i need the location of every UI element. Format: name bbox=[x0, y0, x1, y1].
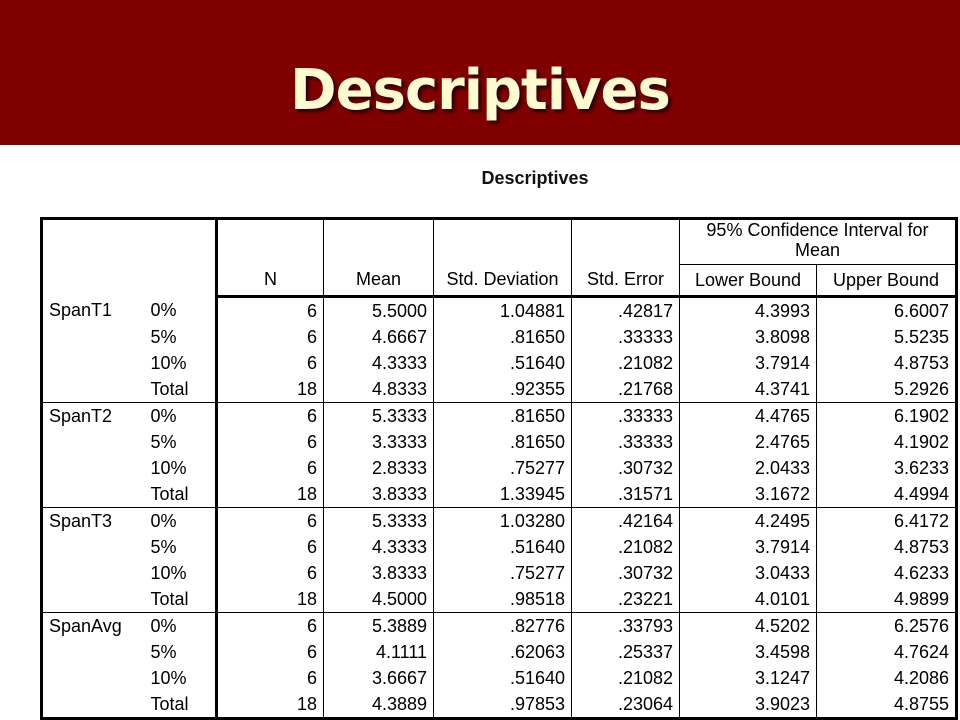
mean-cell: 3.3333 bbox=[324, 429, 434, 455]
n-cell: 6 bbox=[217, 350, 324, 376]
n-cell: 18 bbox=[217, 481, 324, 508]
level-label: 5% bbox=[145, 429, 217, 455]
upper-bound-cell: 6.2576 bbox=[817, 613, 957, 640]
slide-title: Descriptives bbox=[290, 58, 670, 123]
mean-cell: 4.1111 bbox=[324, 639, 434, 665]
std-error-cell: .42817 bbox=[572, 297, 680, 325]
mean-cell: 4.3889 bbox=[324, 691, 434, 719]
std-deviation-cell: .51640 bbox=[434, 534, 572, 560]
n-cell: 6 bbox=[217, 297, 324, 325]
variable-label bbox=[42, 586, 145, 613]
lower-bound-cell: 4.4765 bbox=[680, 403, 817, 430]
std-error-cell: .42164 bbox=[572, 508, 680, 535]
col-header-std-error: Std. Error bbox=[572, 265, 680, 297]
table-body bbox=[42, 297, 957, 719]
level-label: 0% bbox=[145, 403, 217, 430]
upper-bound-cell: 4.9899 bbox=[817, 586, 957, 613]
upper-bound-cell: 6.1902 bbox=[817, 403, 957, 430]
mean-cell: 3.8333 bbox=[324, 481, 434, 508]
upper-bound-cell: 4.8753 bbox=[817, 350, 957, 376]
table-row bbox=[42, 508, 957, 535]
mean-cell: 4.3333 bbox=[324, 350, 434, 376]
table-row bbox=[42, 297, 957, 325]
lower-bound-cell: 2.4765 bbox=[680, 429, 817, 455]
lower-bound-cell: 2.0433 bbox=[680, 455, 817, 481]
std-deviation-cell: 1.03280 bbox=[434, 508, 572, 535]
col-header-std-deviation: Std. Deviation bbox=[434, 265, 572, 297]
mean-cell: 4.5000 bbox=[324, 586, 434, 613]
std-deviation-cell: .82776 bbox=[434, 613, 572, 640]
variable-label bbox=[42, 324, 145, 350]
level-label: Total bbox=[145, 481, 217, 508]
std-error-cell: .21082 bbox=[572, 350, 680, 376]
upper-bound-cell: 6.6007 bbox=[817, 297, 957, 325]
table-row bbox=[42, 350, 957, 376]
upper-bound-cell: 4.8753 bbox=[817, 534, 957, 560]
std-deviation-cell: .81650 bbox=[434, 324, 572, 350]
variable-label bbox=[42, 481, 145, 508]
level-label: 10% bbox=[145, 560, 217, 586]
upper-bound-cell: 4.1902 bbox=[817, 429, 957, 455]
table-row bbox=[42, 403, 957, 430]
lower-bound-cell: 4.2495 bbox=[680, 508, 817, 535]
mean-cell: 4.3333 bbox=[324, 534, 434, 560]
level-label: 0% bbox=[145, 508, 217, 535]
table-row bbox=[42, 376, 957, 403]
lower-bound-cell: 4.3993 bbox=[680, 297, 817, 325]
table-row bbox=[42, 639, 957, 665]
variable-label bbox=[42, 534, 145, 560]
table-row bbox=[42, 324, 957, 350]
variable-label: SpanT2 bbox=[49, 405, 113, 426]
table-row bbox=[42, 586, 957, 613]
variable-label bbox=[42, 350, 145, 376]
descriptives-table bbox=[40, 217, 958, 720]
n-cell: 6 bbox=[217, 455, 324, 481]
col-header-upper-bound: Upper Bound bbox=[817, 265, 957, 297]
ci-header: 95% Confidence Interval for Mean bbox=[680, 219, 957, 265]
std-deviation-cell: 1.04881 bbox=[434, 297, 572, 325]
table-row bbox=[42, 691, 957, 719]
variable-label: SpanAvg bbox=[49, 615, 122, 636]
n-cell: 18 bbox=[217, 691, 324, 719]
n-cell: 6 bbox=[217, 534, 324, 560]
mean-cell: 5.3333 bbox=[324, 508, 434, 535]
std-error-cell: .31571 bbox=[572, 481, 680, 508]
variable-label bbox=[42, 639, 145, 665]
variable-label bbox=[42, 455, 145, 481]
n-cell: 6 bbox=[217, 324, 324, 350]
std-error-cell: .21768 bbox=[572, 376, 680, 403]
level-label: 5% bbox=[145, 639, 217, 665]
level-label: Total bbox=[145, 691, 217, 719]
std-error-cell: .33333 bbox=[572, 324, 680, 350]
std-error-cell: .30732 bbox=[572, 455, 680, 481]
table-row bbox=[42, 560, 957, 586]
col-header-lower-bound: Lower Bound bbox=[680, 265, 817, 297]
table-row bbox=[42, 534, 957, 560]
mean-cell: 4.6667 bbox=[324, 324, 434, 350]
col-header-mean: Mean bbox=[324, 265, 434, 297]
title-banner bbox=[0, 0, 960, 145]
upper-bound-cell: 5.5235 bbox=[817, 324, 957, 350]
level-label: 10% bbox=[145, 350, 217, 376]
header-spacer bbox=[217, 219, 324, 265]
std-error-cell: .23221 bbox=[572, 586, 680, 613]
lower-bound-cell: 3.7914 bbox=[680, 350, 817, 376]
table-row bbox=[42, 613, 957, 640]
mean-cell: 3.6667 bbox=[324, 665, 434, 691]
lower-bound-cell: 4.3741 bbox=[680, 376, 817, 403]
upper-bound-cell: 4.8755 bbox=[817, 691, 957, 719]
std-deviation-cell: .75277 bbox=[434, 560, 572, 586]
n-cell: 18 bbox=[217, 376, 324, 403]
std-error-cell: .30732 bbox=[572, 560, 680, 586]
lower-bound-cell: 3.1247 bbox=[680, 665, 817, 691]
std-deviation-cell: .81650 bbox=[434, 429, 572, 455]
header-blank-cell bbox=[42, 219, 217, 297]
variable-label: SpanT1 bbox=[49, 299, 113, 320]
n-cell: 6 bbox=[217, 403, 324, 430]
table-row bbox=[42, 665, 957, 691]
mean-cell: 3.8333 bbox=[324, 560, 434, 586]
lower-bound-cell: 4.0101 bbox=[680, 586, 817, 613]
n-cell: 6 bbox=[217, 665, 324, 691]
upper-bound-cell: 4.4994 bbox=[817, 481, 957, 508]
level-label: 0% bbox=[145, 613, 217, 640]
upper-bound-cell: 6.4172 bbox=[817, 508, 957, 535]
std-error-cell: .21082 bbox=[572, 534, 680, 560]
table-title: Descriptives bbox=[481, 168, 589, 188]
lower-bound-cell: 3.1672 bbox=[680, 481, 817, 508]
level-label: Total bbox=[145, 376, 217, 403]
std-deviation-cell: .62063 bbox=[434, 639, 572, 665]
variable-label bbox=[42, 376, 145, 403]
mean-cell: 2.8333 bbox=[324, 455, 434, 481]
mean-cell: 5.5000 bbox=[324, 297, 434, 325]
header-spacer bbox=[434, 219, 572, 265]
table-row bbox=[42, 481, 957, 508]
std-deviation-cell: 1.33945 bbox=[434, 481, 572, 508]
variable-label bbox=[42, 429, 145, 455]
lower-bound-cell: 3.9023 bbox=[680, 691, 817, 719]
n-cell: 18 bbox=[217, 586, 324, 613]
lower-bound-cell: 3.4598 bbox=[680, 639, 817, 665]
std-deviation-cell: .98518 bbox=[434, 586, 572, 613]
upper-bound-cell: 5.2926 bbox=[817, 376, 957, 403]
header-spacer bbox=[324, 219, 434, 265]
level-label: 5% bbox=[145, 534, 217, 560]
mean-cell: 4.8333 bbox=[324, 376, 434, 403]
n-cell: 6 bbox=[217, 560, 324, 586]
n-cell: 6 bbox=[217, 639, 324, 665]
level-label: 10% bbox=[145, 665, 217, 691]
std-error-cell: .21082 bbox=[572, 665, 680, 691]
n-cell: 6 bbox=[217, 613, 324, 640]
level-label: Total bbox=[145, 586, 217, 613]
variable-label bbox=[42, 691, 145, 719]
std-deviation-cell: .51640 bbox=[434, 350, 572, 376]
std-error-cell: .33333 bbox=[572, 403, 680, 430]
col-header-n: N bbox=[217, 265, 324, 297]
variable-label bbox=[42, 665, 145, 691]
std-error-cell: .33333 bbox=[572, 429, 680, 455]
std-deviation-cell: .51640 bbox=[434, 665, 572, 691]
level-label: 10% bbox=[145, 455, 217, 481]
std-deviation-cell: .97853 bbox=[434, 691, 572, 719]
level-label: 0% bbox=[145, 297, 217, 325]
level-label: 5% bbox=[145, 324, 217, 350]
lower-bound-cell: 3.7914 bbox=[680, 534, 817, 560]
table-row bbox=[42, 455, 957, 481]
lower-bound-cell: 3.0433 bbox=[680, 560, 817, 586]
std-error-cell: .33793 bbox=[572, 613, 680, 640]
std-deviation-cell: .92355 bbox=[434, 376, 572, 403]
header-spacer bbox=[572, 219, 680, 265]
table-row bbox=[42, 429, 957, 455]
lower-bound-cell: 3.8098 bbox=[680, 324, 817, 350]
lower-bound-cell: 4.5202 bbox=[680, 613, 817, 640]
mean-cell: 5.3889 bbox=[324, 613, 434, 640]
upper-bound-cell: 4.6233 bbox=[817, 560, 957, 586]
std-deviation-cell: .75277 bbox=[434, 455, 572, 481]
std-error-cell: .23064 bbox=[572, 691, 680, 719]
std-deviation-cell: .81650 bbox=[434, 403, 572, 430]
variable-label: SpanT3 bbox=[49, 510, 113, 531]
std-error-cell: .25337 bbox=[572, 639, 680, 665]
mean-cell: 5.3333 bbox=[324, 403, 434, 430]
upper-bound-cell: 3.6233 bbox=[817, 455, 957, 481]
upper-bound-cell: 4.2086 bbox=[817, 665, 957, 691]
n-cell: 6 bbox=[217, 429, 324, 455]
n-cell: 6 bbox=[217, 508, 324, 535]
variable-label bbox=[42, 560, 145, 586]
upper-bound-cell: 4.7624 bbox=[817, 639, 957, 665]
